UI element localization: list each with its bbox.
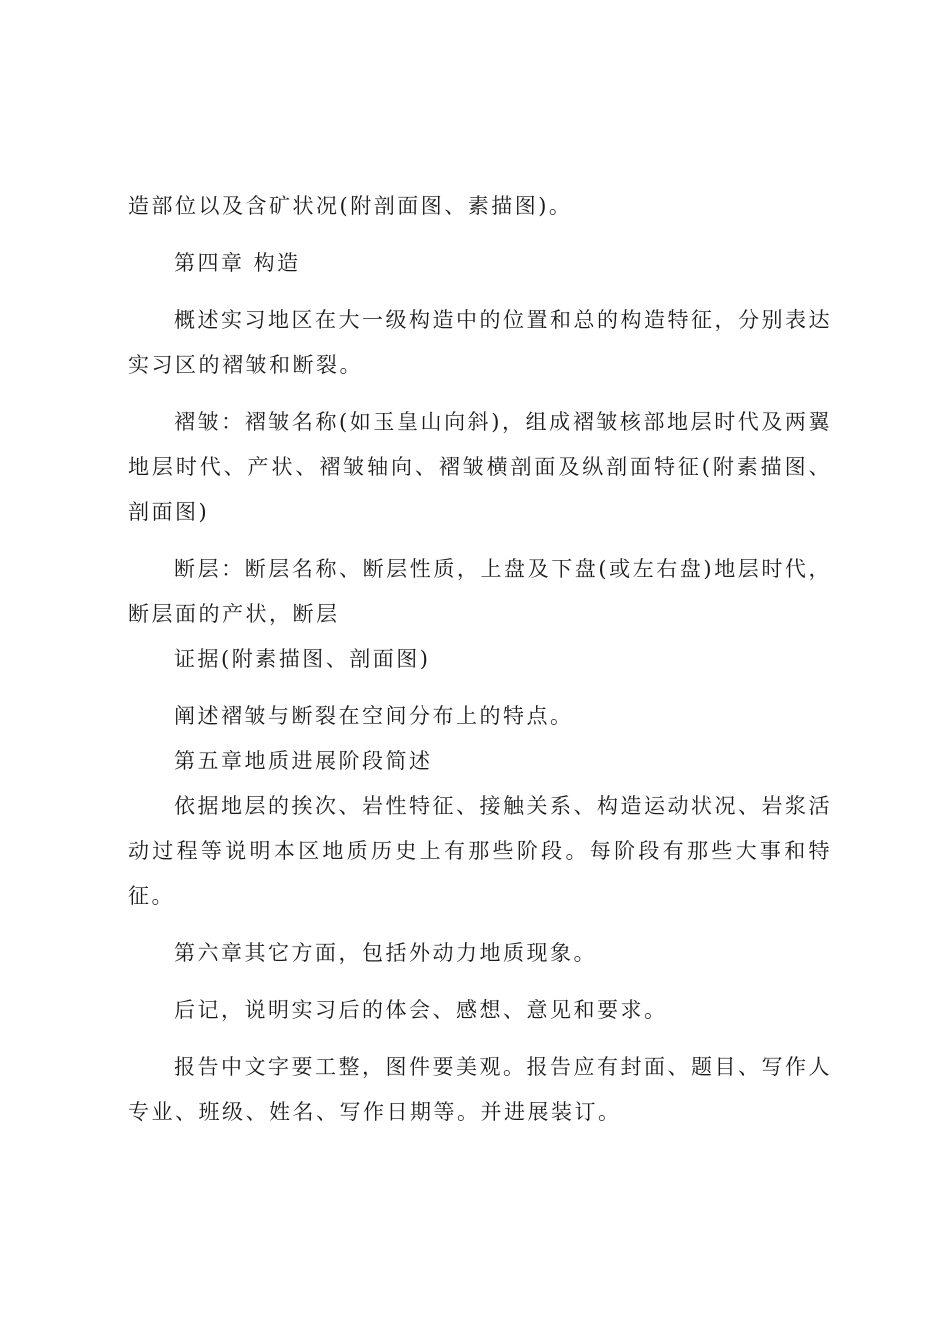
paragraph-faults: 断层：断层名称、断层性质，上盘及下盘(或左右盘)地层时代，断层面的产状，断层 <box>128 557 832 626</box>
paragraph-folds: 褶皱：褶皱名称(如玉皇山向斜)，组成褶皱核部地层时代及两翼地层时代、产状、褶皱轴向、褶皱横剖面及纵剖面特征(附素描图、剖面图) <box>128 410 832 524</box>
paragraph-structure-overview: 概述实习地区在大一级构造中的位置和总的构造特征，分别表达实习区的褶皱和断裂。 <box>128 308 832 377</box>
paragraph-geologic-history: 依据地层的挨次、岩性特征、接触关系、构造运动状况、岩浆活动过程等说明本区地质历史上有那些阶段。每阶段有那些大事和特征。 <box>128 794 832 908</box>
chapter-heading-geologic-history: 第五章地质进展阶段简述 <box>174 749 433 773</box>
paragraph-postscript: 后记，说明实习后的体会、感想、意见和要求。 <box>174 998 668 1022</box>
paragraph-continuation: 造部位以及含矿状况(附剖面图、素描图)。 <box>128 194 573 218</box>
document-body <box>128 184 832 1147</box>
paragraph-fault-evidence: 证据(附素描图、剖面图) <box>174 647 431 671</box>
paragraph-spatial-distribution: 阐述褶皱与断裂在空间分布上的特点。 <box>174 704 574 728</box>
chapter-heading-other-aspects: 第六章其它方面，包括外动力地质现象。 <box>174 941 597 965</box>
chapter-heading-structure: 第四章 构造 <box>174 251 301 275</box>
paragraph-report-requirements: 报告中文字要工整，图件要美观。报告应有封面、题目、写作人专业、班级、姓名、写作日期等。并进展装订。 <box>128 1055 832 1124</box>
